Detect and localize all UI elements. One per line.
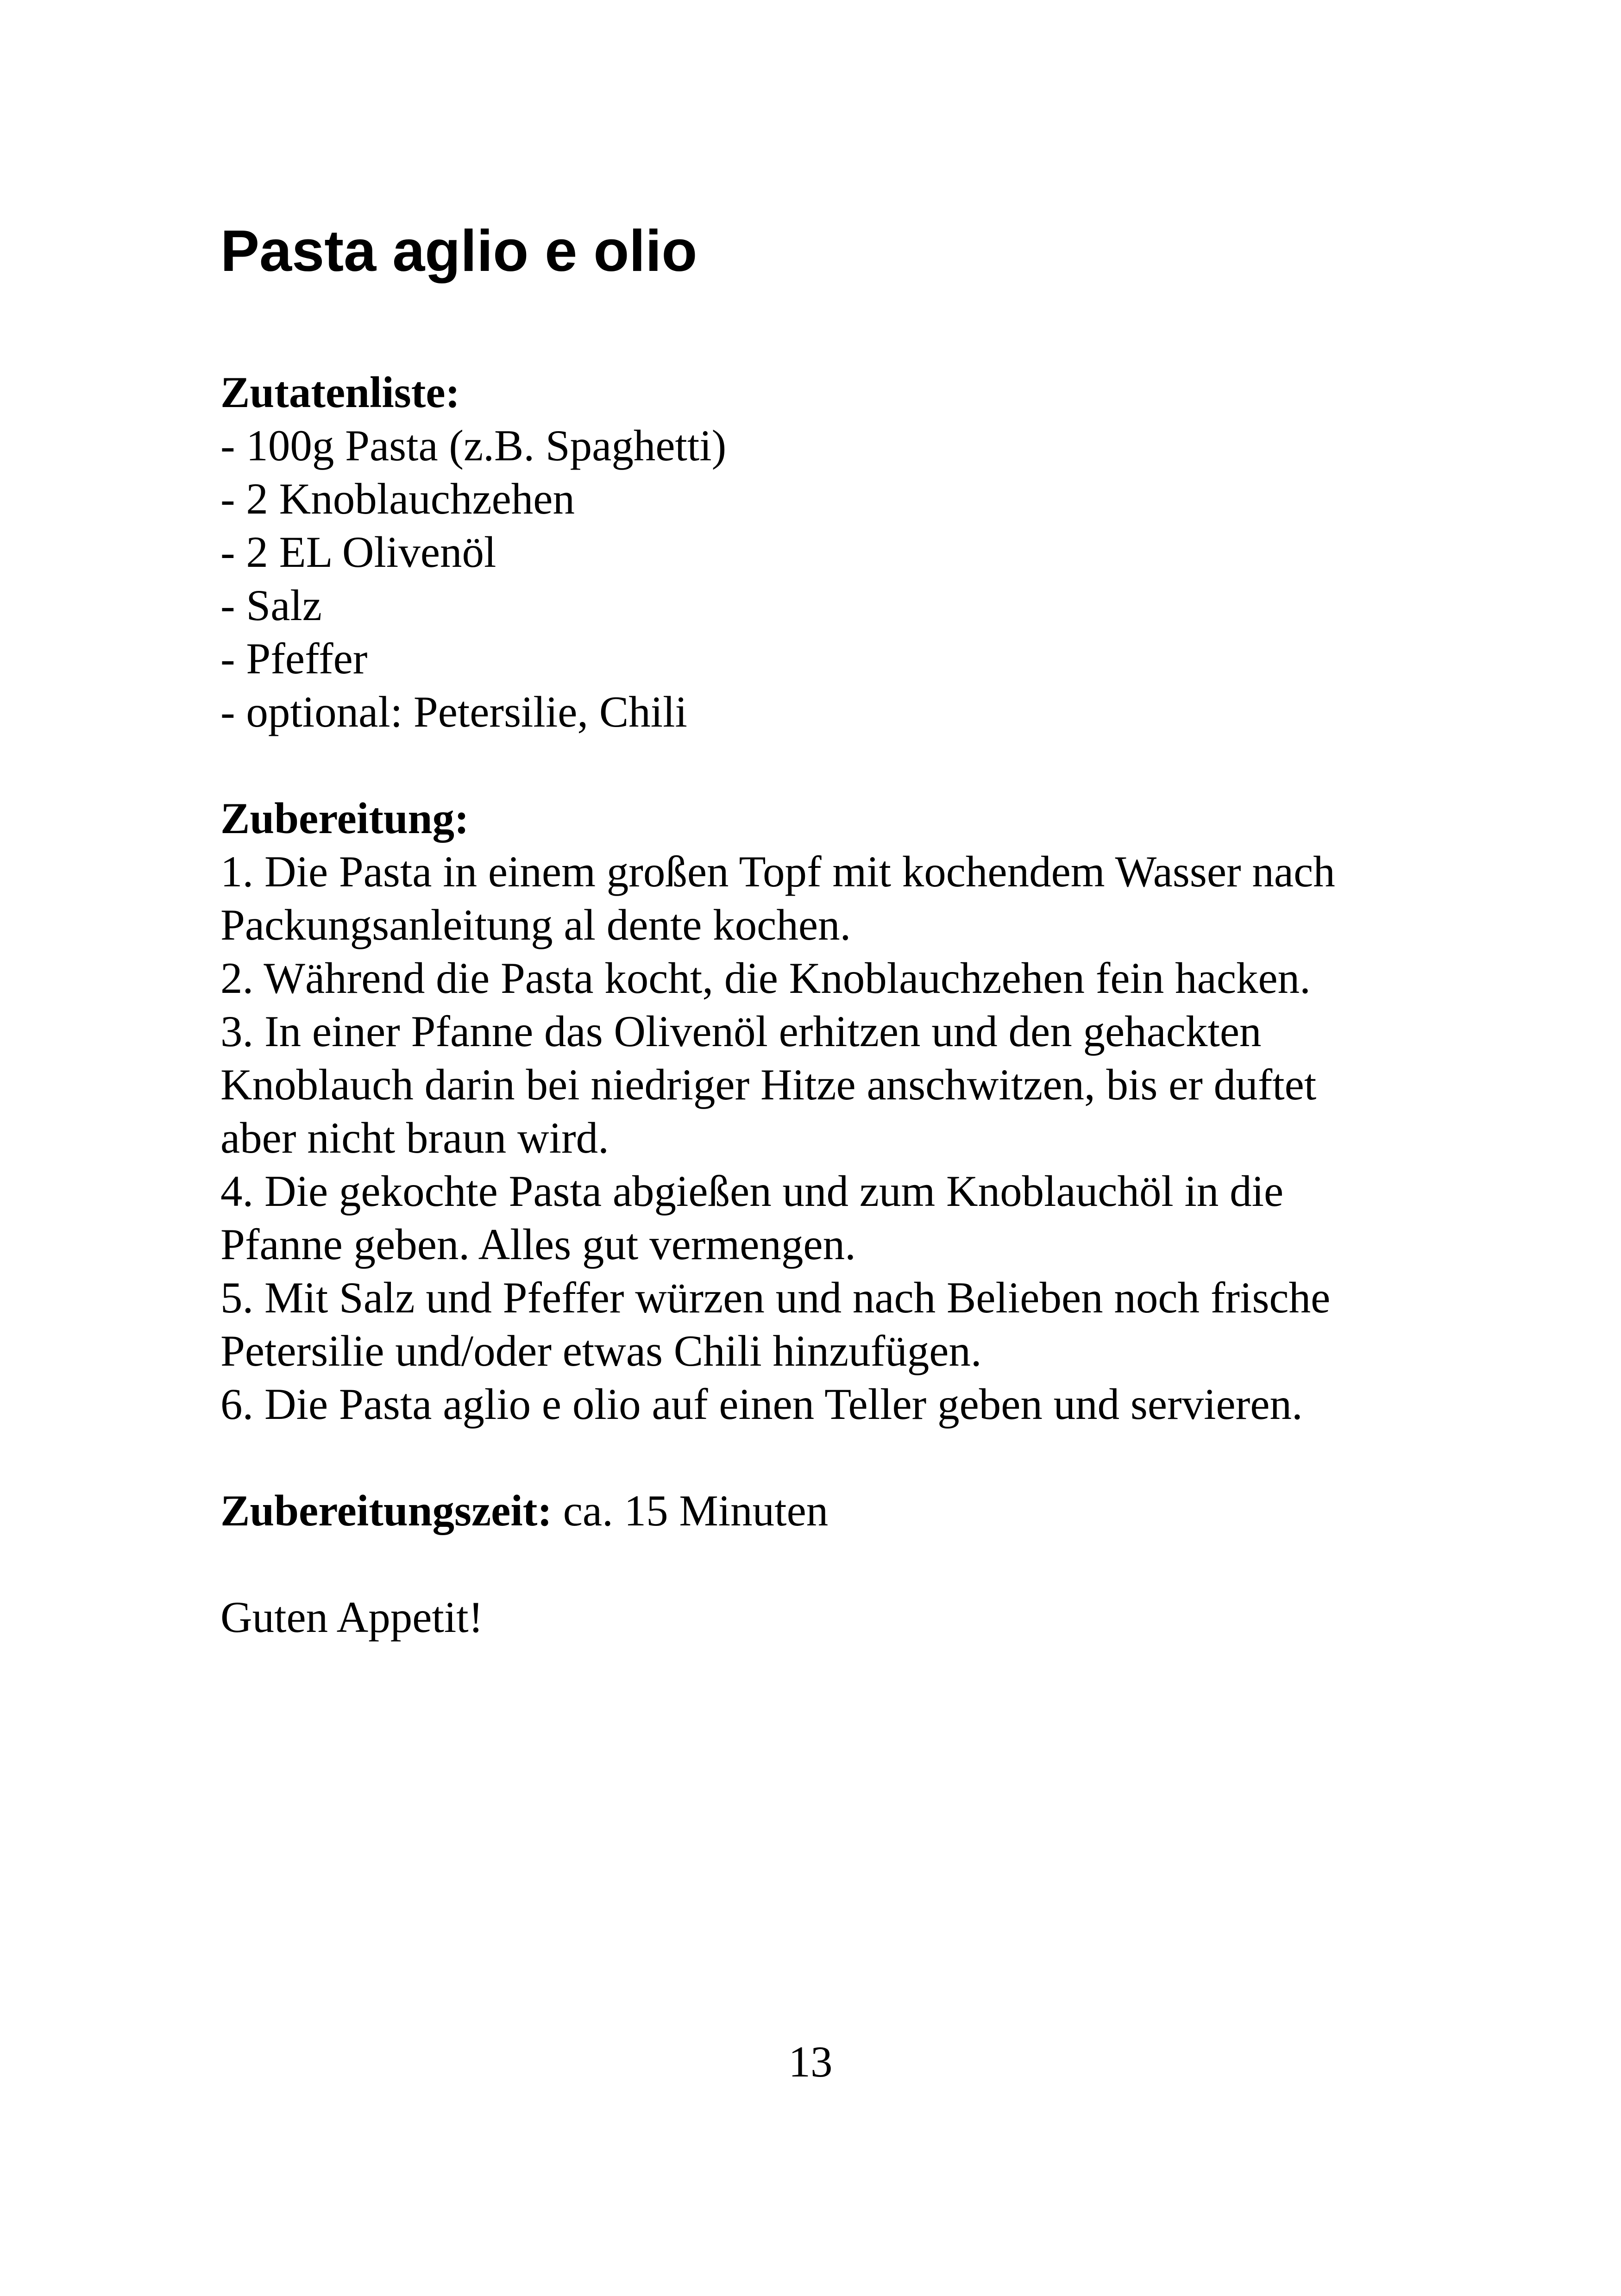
ingredient-item: - 100g Pasta (z.B. Spaghetti): [220, 421, 727, 470]
ingredient-list: [220, 419, 1471, 739]
spacer: [220, 739, 1471, 792]
closing-line: Guten Appetit!: [220, 1593, 484, 1642]
step-line: 6. Die Pasta aglio e olio auf einen Teller geben und servieren.: [220, 1380, 1303, 1429]
spacer: [220, 1537, 1471, 1591]
step-line: Packungsanleitung al dente kochen.: [220, 900, 851, 949]
recipe-title: Pasta aglio e olio: [220, 218, 697, 283]
step-line: 2. Während die Pasta kocht, die Knoblauchzehen fein hacken.: [220, 954, 1311, 1003]
preparation-time: [220, 1484, 1471, 1537]
preparation-time-value: ca. 15 Minuten: [552, 1486, 829, 1535]
step-line: 5. Mit Salz und Pfeffer würzen und nach Belieben noch frische: [220, 1273, 1331, 1322]
ingredient-item: - 2 Knoblauchzehen: [220, 474, 575, 523]
step-line: 3. In einer Pfanne das Olivenöl erhitzen und den gehackten: [220, 1007, 1262, 1056]
preparation-time-label: Zubereitungszeit:: [220, 1486, 552, 1535]
ingredient-item: - Pfeffer: [220, 634, 368, 683]
step-line: aber nicht braun wird.: [220, 1113, 609, 1162]
preparation-steps: [220, 845, 1471, 1431]
step-line: 4. Die gekochte Pasta abgießen und zum Knoblauchöl in die: [220, 1167, 1284, 1216]
preparation-heading: Zubereitung:: [220, 794, 469, 843]
step-line: 1. Die Pasta in einem großen Topf mit kochendem Wasser nach: [220, 847, 1335, 896]
ingredients-heading: Zutatenliste:: [220, 368, 460, 417]
ingredient-item: - Salz: [220, 581, 322, 630]
step-line: Knoblauch darin bei niedriger Hitze anschwitzen, bis er duftet: [220, 1060, 1317, 1109]
page-number: 13: [788, 2037, 833, 2086]
step-line: Pfanne geben. Alles gut vermengen.: [220, 1220, 856, 1269]
ingredient-item: - 2 EL Olivenöl: [220, 527, 496, 577]
ingredient-item: - optional: Petersilie, Chili: [220, 687, 687, 736]
spacer: [220, 1431, 1471, 1484]
step-line: Petersilie und/oder etwas Chili hinzufügen.: [220, 1326, 982, 1375]
recipe-body: [220, 366, 1471, 1644]
